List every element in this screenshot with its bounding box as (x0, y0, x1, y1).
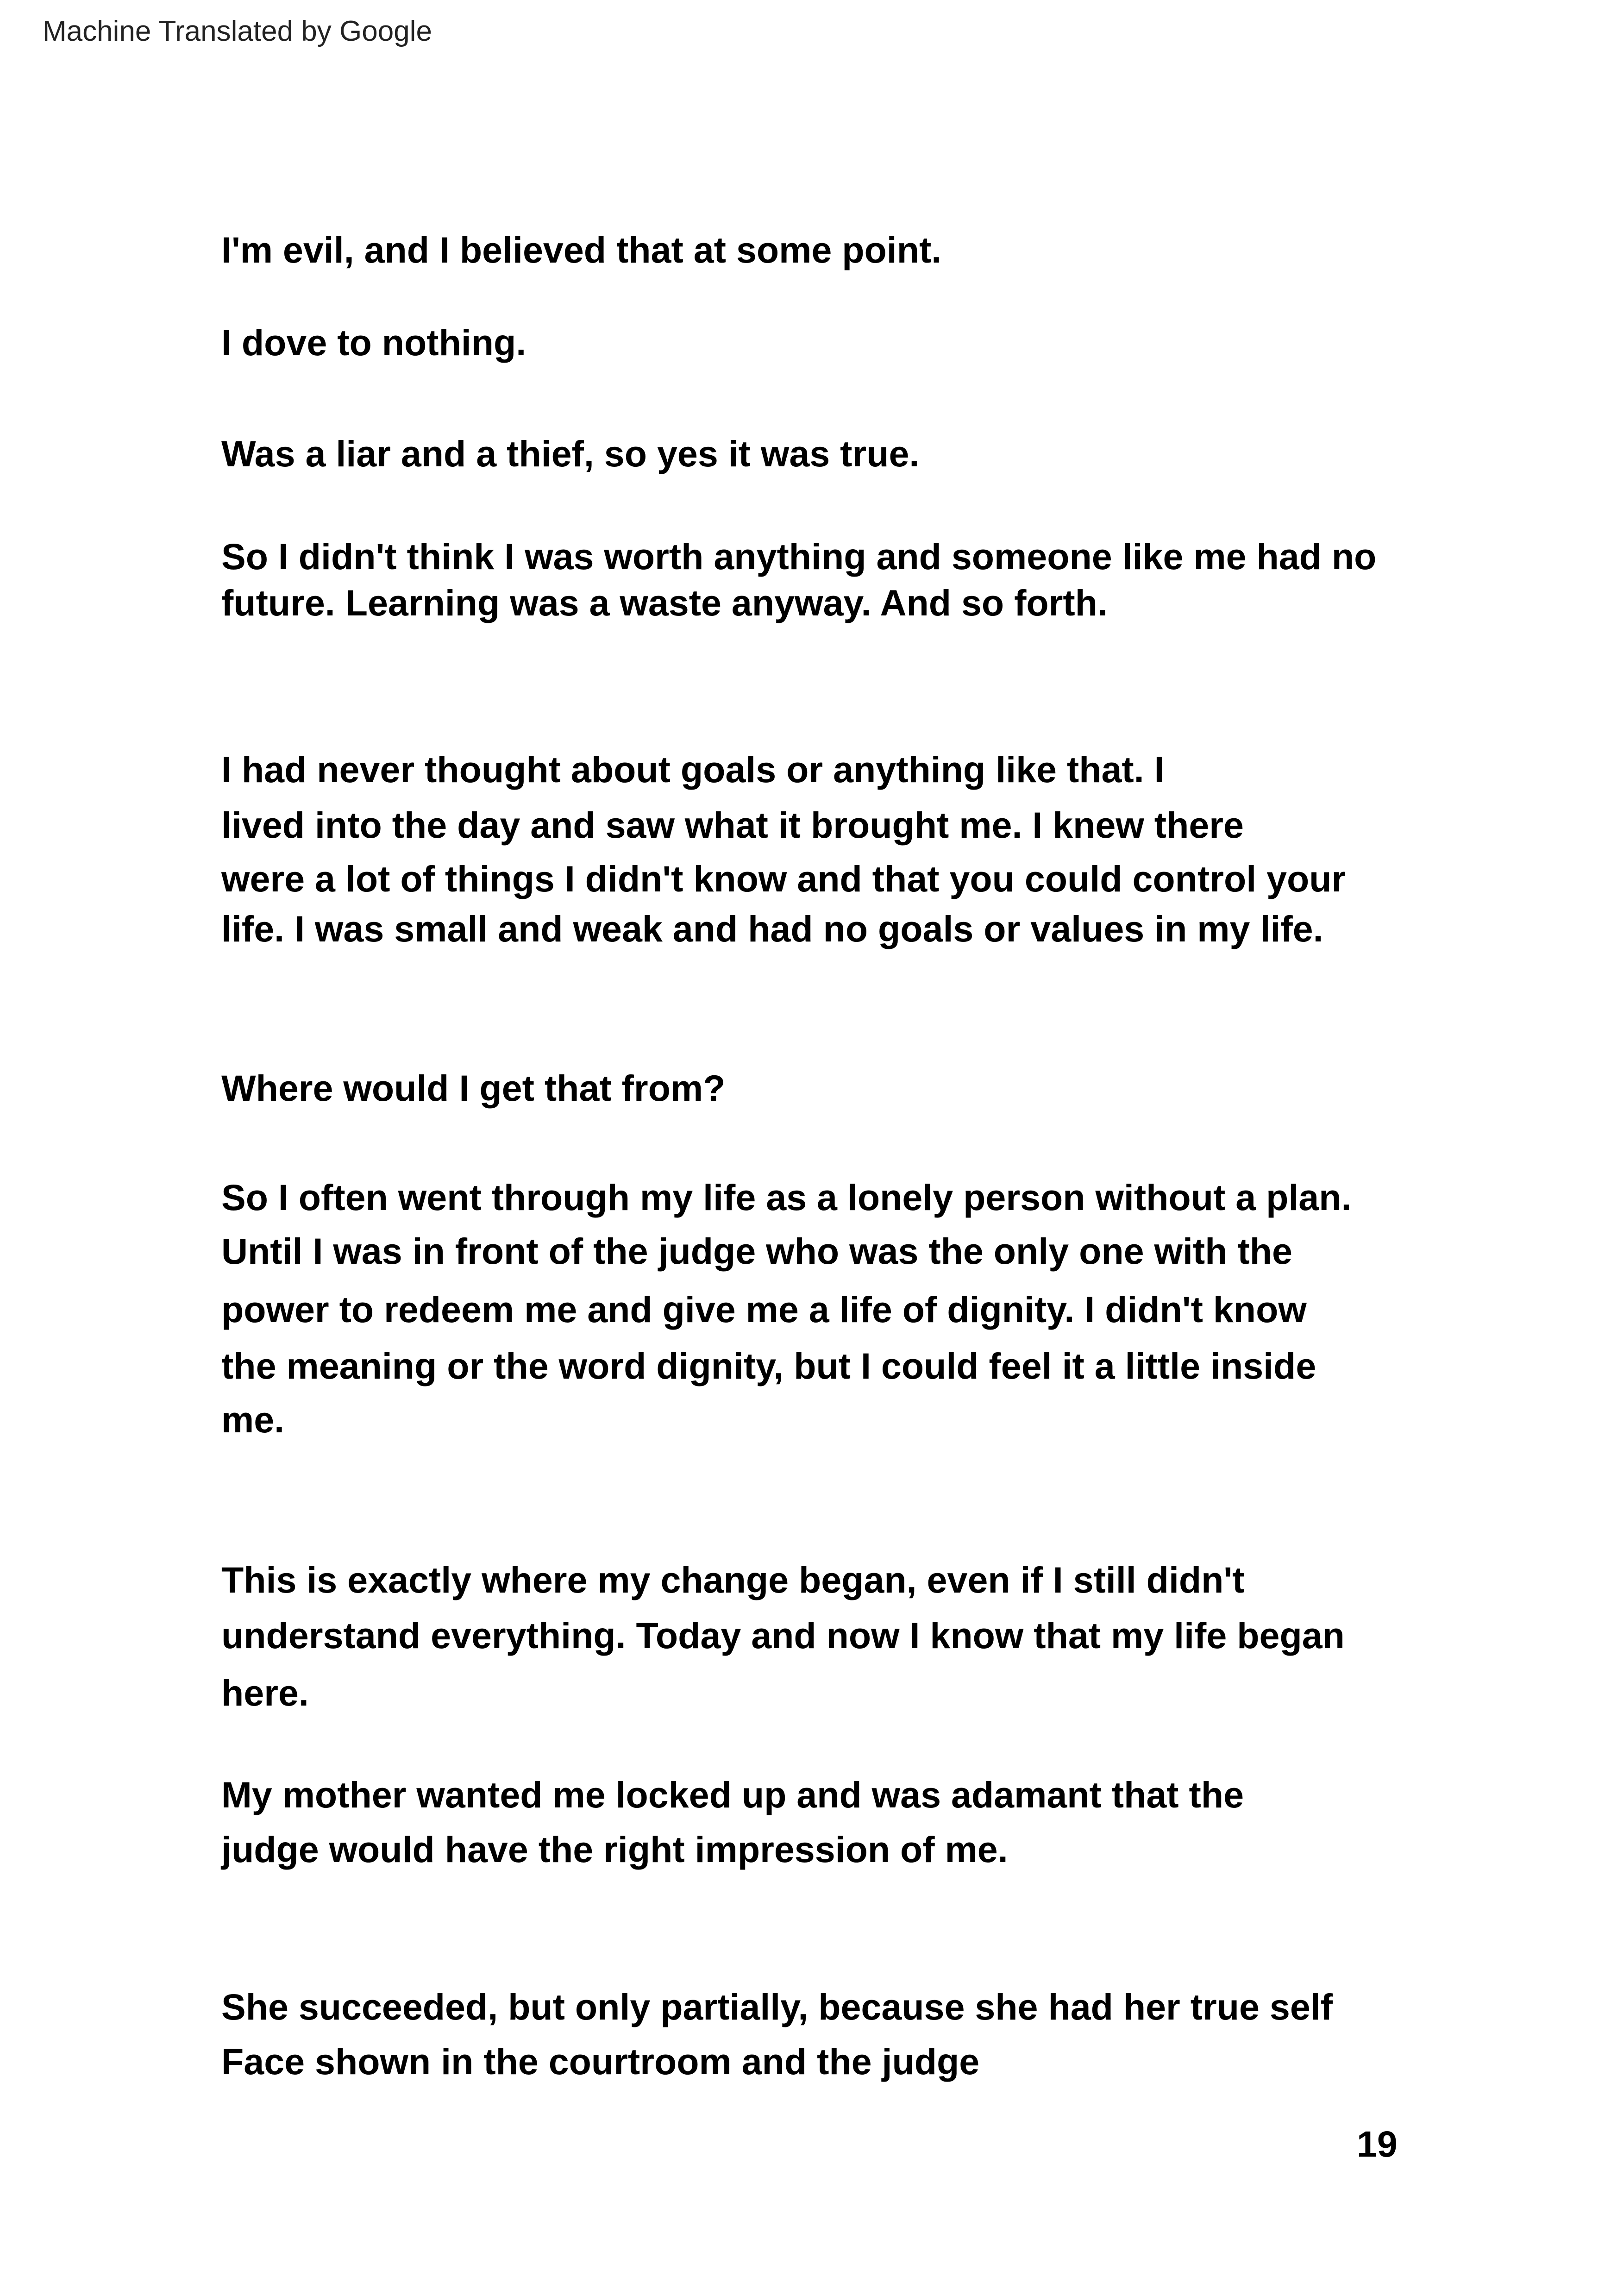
text-line: I had never thought about goals or anything like that. I (221, 749, 1165, 790)
text-line: My mother wanted me locked up and was adamant that the (221, 1774, 1244, 1815)
machine-translation-banner: Machine Translated by Google (43, 15, 432, 47)
text-line: future. Learning was a waste anyway. And so forth. (221, 582, 1108, 623)
text-line: power to redeem me and give me a life of dignity. I didn't know (221, 1289, 1307, 1330)
text-line: the meaning or the word dignity, but I could feel it a little inside (221, 1345, 1316, 1386)
text-line: So I often went through my life as a lonely person without a plan. (221, 1177, 1352, 1218)
text-line: So I didn't think I was worth anything and someone like me had no (221, 536, 1377, 577)
text-line: judge would have the right impression of me. (221, 1829, 1008, 1870)
text-line: understand everything. Today and now I know that my life began (221, 1615, 1345, 1656)
text-line: Where would I get that from? (221, 1067, 726, 1109)
text-line: I'm evil, and I believed that at some point. (221, 229, 942, 270)
text-line: Was a liar and a thief, so yes it was true. (221, 433, 920, 474)
text-line: Face shown in the courtroom and the judge (221, 2041, 980, 2082)
text-line: Until I was in front of the judge who was the only one with the (221, 1230, 1292, 1272)
text-line: me. (221, 1399, 285, 1440)
text-line: here. (221, 1672, 309, 1713)
page-number: 19 (1357, 2123, 1398, 2164)
text-line: lived into the day and saw what it brought me. I knew there (221, 804, 1244, 846)
text-line: life. I was small and weak and had no goals or values in my life. (221, 908, 1323, 949)
text-line: She succeeded, but only partially, because she had her true self (221, 1986, 1333, 2027)
text-line: This is exactly where my change began, even if I still didn't (221, 1559, 1245, 1600)
text-line: were a lot of things I didn't know and that you could control your (221, 858, 1346, 899)
text-line: I dove to nothing. (221, 322, 526, 363)
